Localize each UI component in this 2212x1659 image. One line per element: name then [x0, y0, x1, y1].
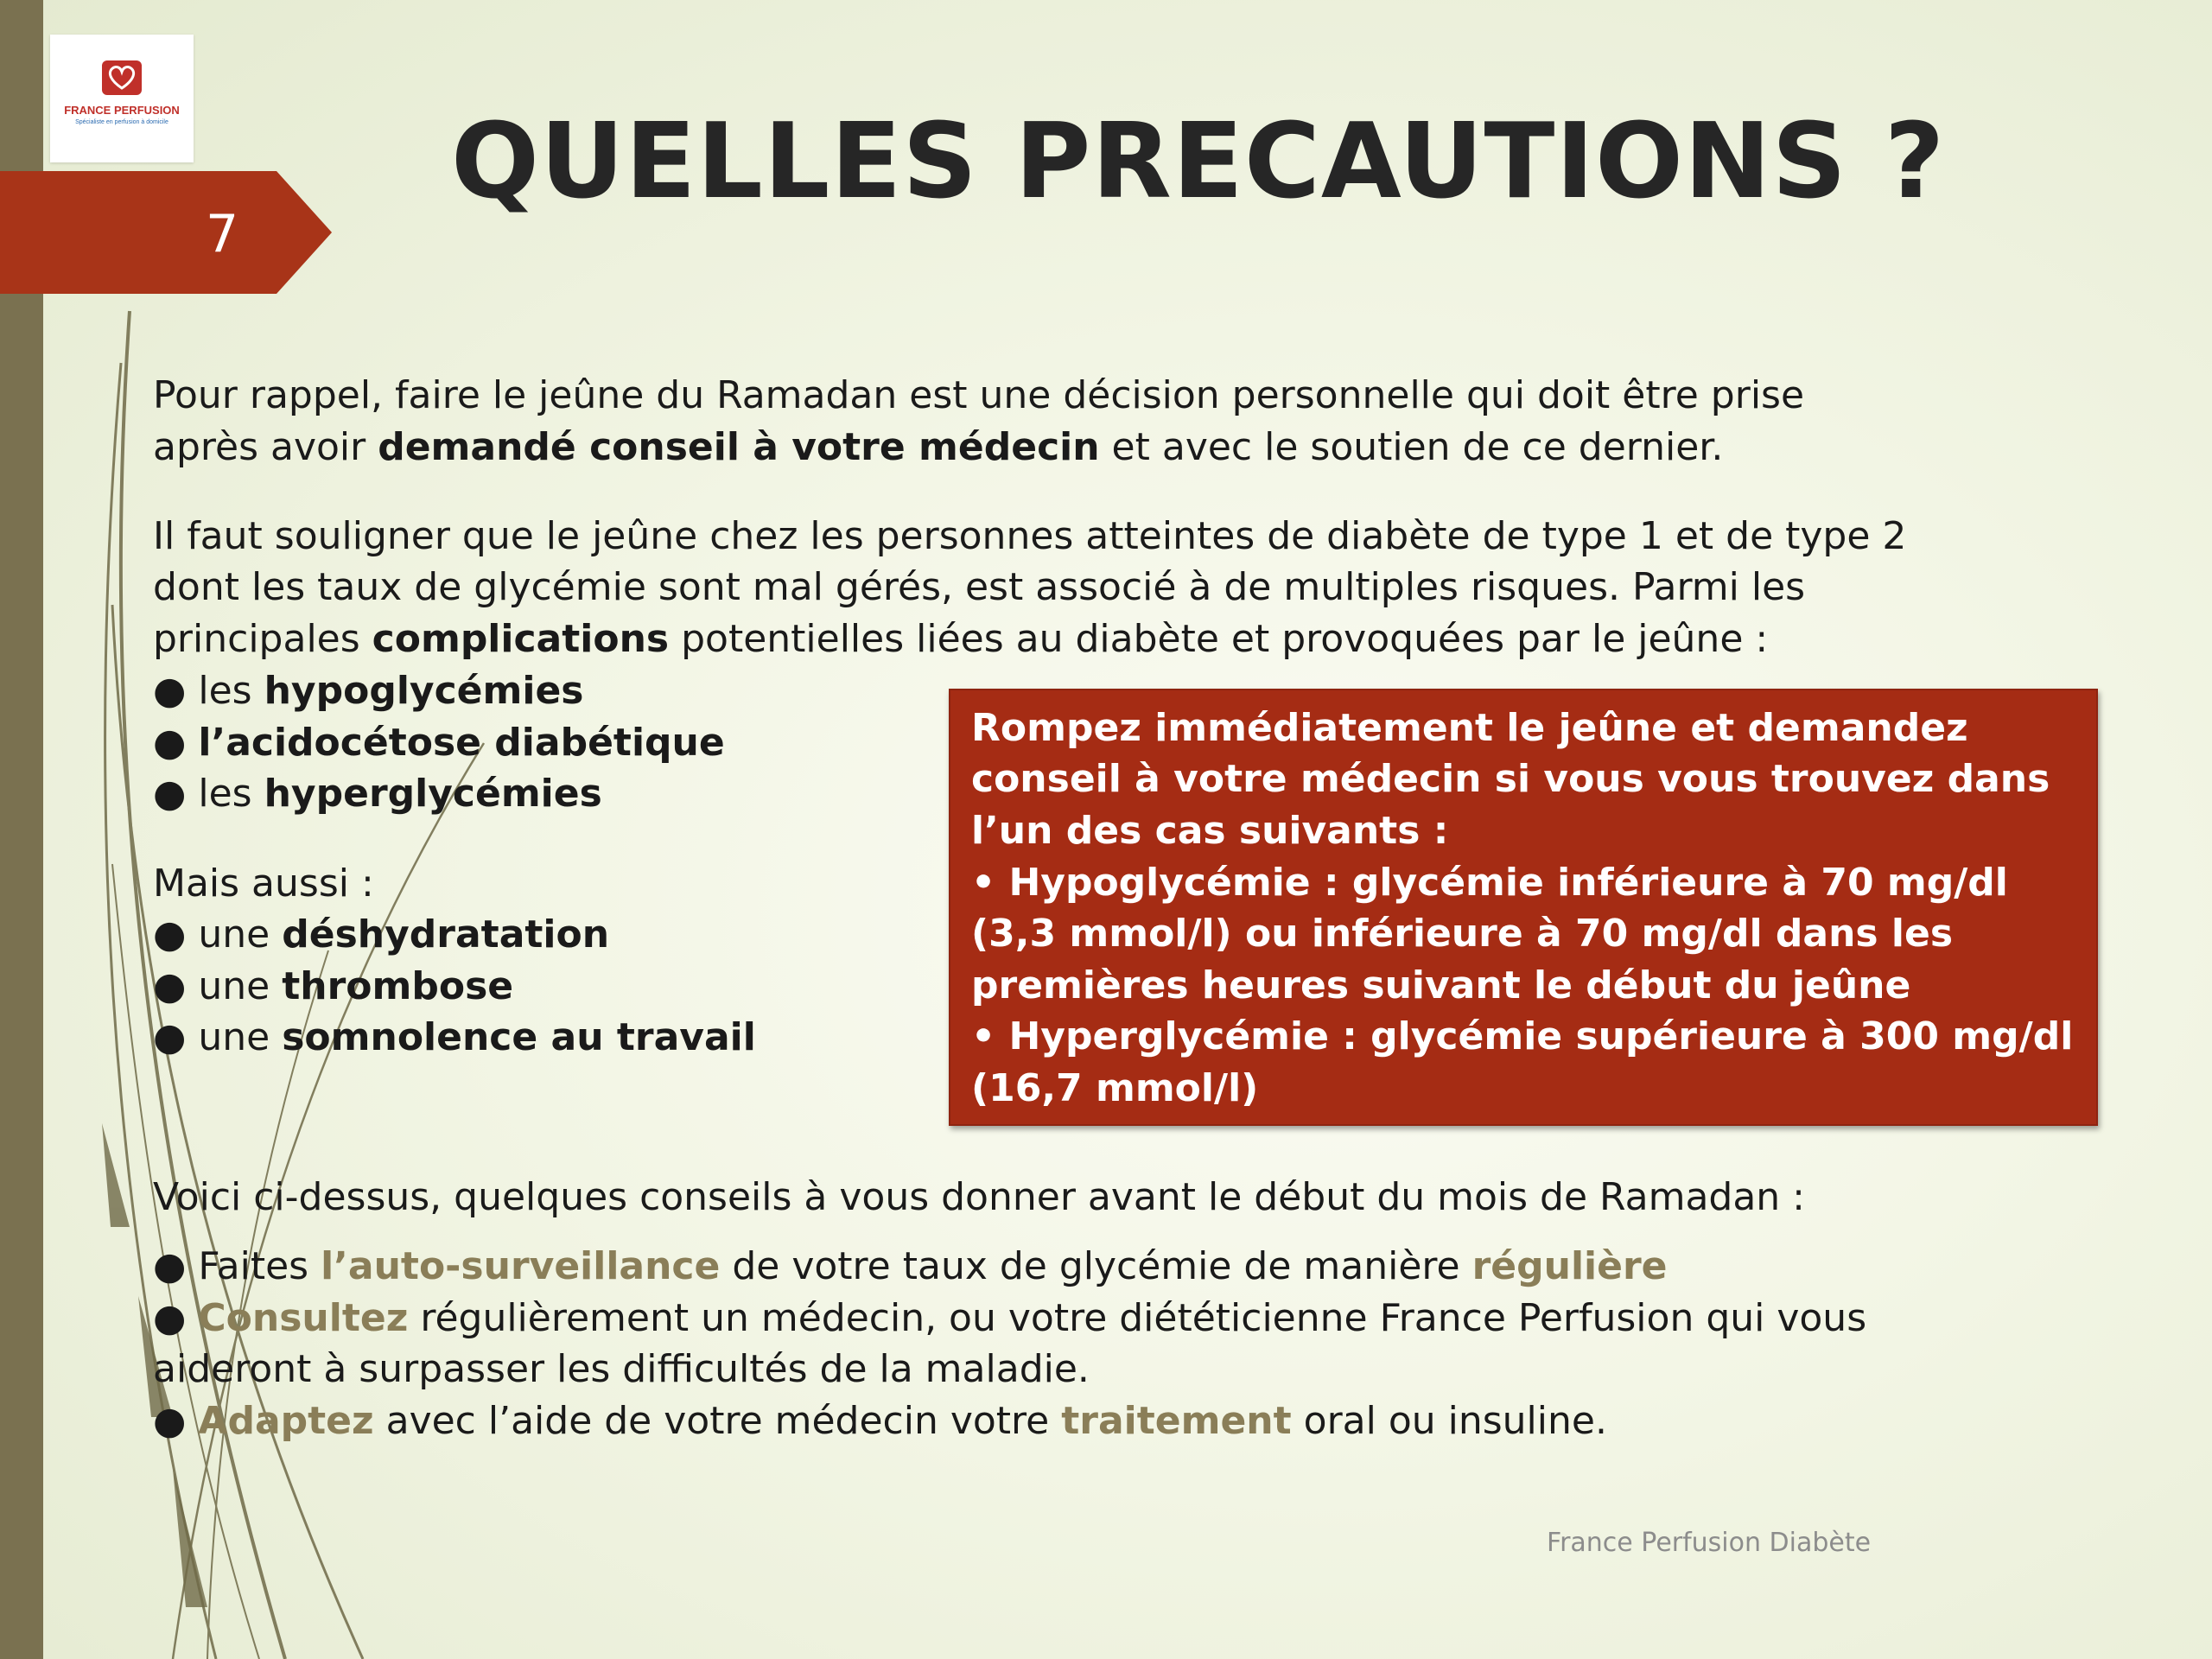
text-span: potentielles liées au diabète et provoquées par le jeûne : [669, 617, 1769, 661]
bullet: ● [153, 912, 199, 957]
bullet: ● [153, 772, 199, 816]
footer-text: France Perfusion Diabète [1547, 1528, 1872, 1558]
callout-line: (16,7 mmol/l) [971, 1066, 1259, 1110]
highlighted-text: l’auto-surveillance [321, 1244, 721, 1288]
advice-intro: Voici ci-dessus, quelques conseils à vous donner avant le début du mois de Ramadan : [153, 1175, 1806, 1219]
text-span: avec l’aide de votre médecin votre [373, 1399, 1062, 1443]
text-span: régulièrement un médecin, ou votre diététicienne France Perfusion qui vous [408, 1296, 1867, 1340]
text-span: principales [153, 617, 372, 661]
bold-text: somnolence au travail [282, 1015, 756, 1059]
bold-text: déshydratation [282, 912, 610, 957]
callout-line: • Hyperglycémie : glycémie supérieure à 300 mg/dl [971, 1014, 2074, 1058]
callout-line: • Hypoglycémie : glycémie inférieure à 70 mg/dl [971, 861, 2008, 905]
bullet: ● [153, 1015, 199, 1059]
highlighted-text: régulière [1471, 1244, 1668, 1288]
bold-text: demandé conseil à votre médecin [378, 425, 1100, 469]
highlighted-text: traitement [1061, 1399, 1292, 1443]
callout-line: (3,3 mmol/l) ou inférieure à 70 mg/dl dans les [971, 912, 1954, 956]
intro-paragraph-2-line-1: Il faut souligner que le jeûne chez les personnes atteintes de diabète de type 1 et de type 2 [153, 514, 1907, 558]
page-title: QUELLES PRECAUTIONS ? [451, 102, 1946, 222]
callout-line: Rompez immédiatement le jeûne et demandez [971, 706, 1968, 750]
also-label: Mais aussi : [153, 861, 374, 906]
text-span: oral ou insuline. [1291, 1399, 1607, 1443]
bullet: ● [153, 1296, 199, 1340]
highlighted-text: Consultez [198, 1296, 409, 1340]
text-span: après avoir [153, 425, 378, 469]
text-span: de votre taux de glycémie de manière [720, 1244, 1472, 1288]
advice-item-2-line-2: aideront à surpasser les difficultés de la maladie. [153, 1347, 1090, 1391]
bold-text: hypoglycémies [264, 669, 584, 713]
heart-icon [50, 35, 194, 104]
text-span: les [198, 772, 264, 816]
bullet: ● [153, 669, 199, 713]
intro-paragraph-2-line-2: dont les taux de glycémie sont mal gérés, est associé à de multiples risques. Parmi les [153, 565, 1806, 609]
bold-text: thrombose [282, 964, 514, 1008]
warning-callout [949, 689, 2098, 1126]
company-logo [50, 35, 194, 162]
bullet: ● [153, 1399, 199, 1443]
page-number: 7 [206, 204, 239, 264]
bullet: ● [153, 964, 199, 1008]
bullet: ● [153, 1244, 199, 1288]
list-item [153, 1012, 756, 1063]
advice-item-1 [153, 1241, 1668, 1292]
page-number-tab [0, 171, 337, 294]
list-item [153, 961, 513, 1012]
intro-paragraph-1-line-1: Pour rappel, faire le jeûne du Ramadan est une décision personnelle qui doit être prise [153, 373, 1805, 417]
bold-text: l’acidocétose diabétique [198, 721, 725, 765]
text-span: une [198, 964, 283, 1008]
text-span: une [198, 1015, 283, 1059]
intro-paragraph-1-line-2 [153, 422, 1723, 473]
highlighted-text: Adaptez [198, 1399, 374, 1443]
callout-line: premières heures suivant le début du jeûne [971, 963, 1911, 1007]
list-item [153, 768, 602, 819]
advice-item-3 [153, 1395, 1607, 1446]
bold-text: complications [372, 617, 670, 661]
text-span: une [198, 912, 283, 957]
bullet: ● [153, 721, 199, 765]
advice-item-2 [153, 1293, 1866, 1344]
intro-paragraph-2-line-3 [153, 613, 1768, 664]
list-item [153, 909, 609, 960]
text-span: les [198, 669, 264, 713]
logo-tagline: Spécialiste en perfusion à domicile [75, 119, 168, 125]
callout-line: l’un des cas suivants : [971, 809, 1449, 853]
list-item [153, 717, 725, 768]
logo-name: FRANCE PERFUSION [64, 104, 180, 117]
list-item [153, 665, 583, 716]
callout-line: conseil à votre médecin si vous vous trouvez dans [971, 757, 2050, 801]
text-span: Faites [198, 1244, 321, 1288]
bold-text: hyperglycémies [264, 772, 602, 816]
text-span: et avec le soutien de ce dernier. [1099, 425, 1724, 469]
